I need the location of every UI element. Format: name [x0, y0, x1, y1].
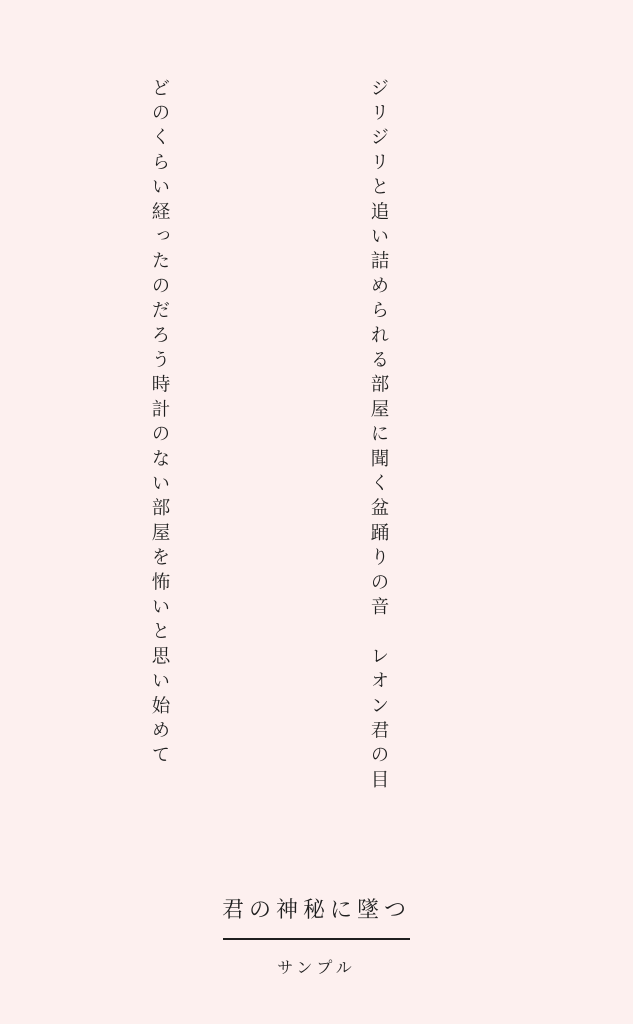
poem-body	[0, 78, 561, 868]
poem-line-2: どのくらい経ったのだろう時計のない部屋を怖いと思い始めて	[149, 78, 170, 770]
book-title: 君の神秘に墜つ	[221, 898, 411, 923]
sample-label: サンプル	[277, 958, 356, 977]
title-divider	[223, 938, 410, 940]
poem-line-1: ジリジリと追い詰められる部屋に聞く盆踊りの音 レオン君の目	[368, 78, 389, 795]
